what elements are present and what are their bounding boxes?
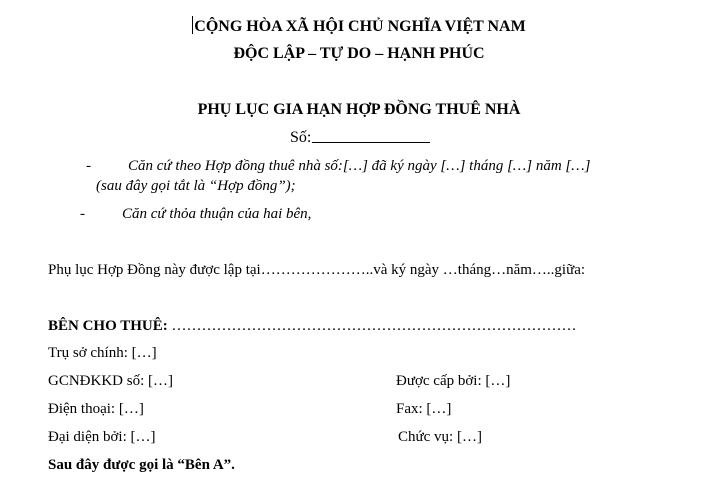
lessor-fax: Fax: […] — [396, 401, 452, 417]
national-motto-line-2: ĐỘC LẬP – TỰ DO – HẠNH PHÚC — [233, 45, 485, 62]
lessor-heading-label: BÊN CHO THUÊ: — [48, 318, 168, 334]
document-number — [290, 129, 430, 147]
lessor-position: Chức vụ: […] — [398, 429, 482, 445]
lessor-represented-by: Đại diện bởi: […] — [48, 429, 156, 445]
document-number-label: Số: — [290, 129, 312, 146]
national-motto-line-1: CỘNG HÒA XÃ HỘI CHỦ NGHĨA VIỆT NAM — [194, 18, 526, 35]
lessor-hereafter: Sau đây được gọi là “Bên A”. — [48, 457, 235, 473]
document-number-blank — [312, 129, 430, 143]
lessor-heading-fill: ……………………………………………………………………… — [167, 318, 577, 334]
basis-2-bullet: - — [80, 206, 85, 222]
basis-2-line-1: Căn cứ thỏa thuận của hai bên, — [122, 206, 312, 222]
intro-paragraph: Phụ lục Hợp Đồng này được lập tại…………………..và ký ngày …tháng…năm…..giữa: — [48, 262, 586, 278]
lessor-business-cert: GCNĐKKD số: […] — [48, 373, 173, 389]
lessor-heading — [48, 318, 577, 335]
lessor-office: Trụ sở chính: […] — [48, 345, 157, 361]
basis-1-line-2: (sau đây gọi tắt là “Hợp đồng”); — [96, 178, 296, 194]
basis-1-line-1: Căn cứ theo Hợp đồng thuê nhà số:[…] đã ký ngày […] tháng […] năm […] — [128, 158, 591, 174]
lessor-phone: Điện thoại: […] — [48, 401, 144, 417]
basis-1-bullet: - — [86, 158, 91, 174]
document-title: PHỤ LỤC GIA HẠN HỢP ĐỒNG THUÊ NHÀ — [197, 101, 521, 118]
lessor-issued-by: Được cấp bởi: […] — [396, 373, 511, 389]
